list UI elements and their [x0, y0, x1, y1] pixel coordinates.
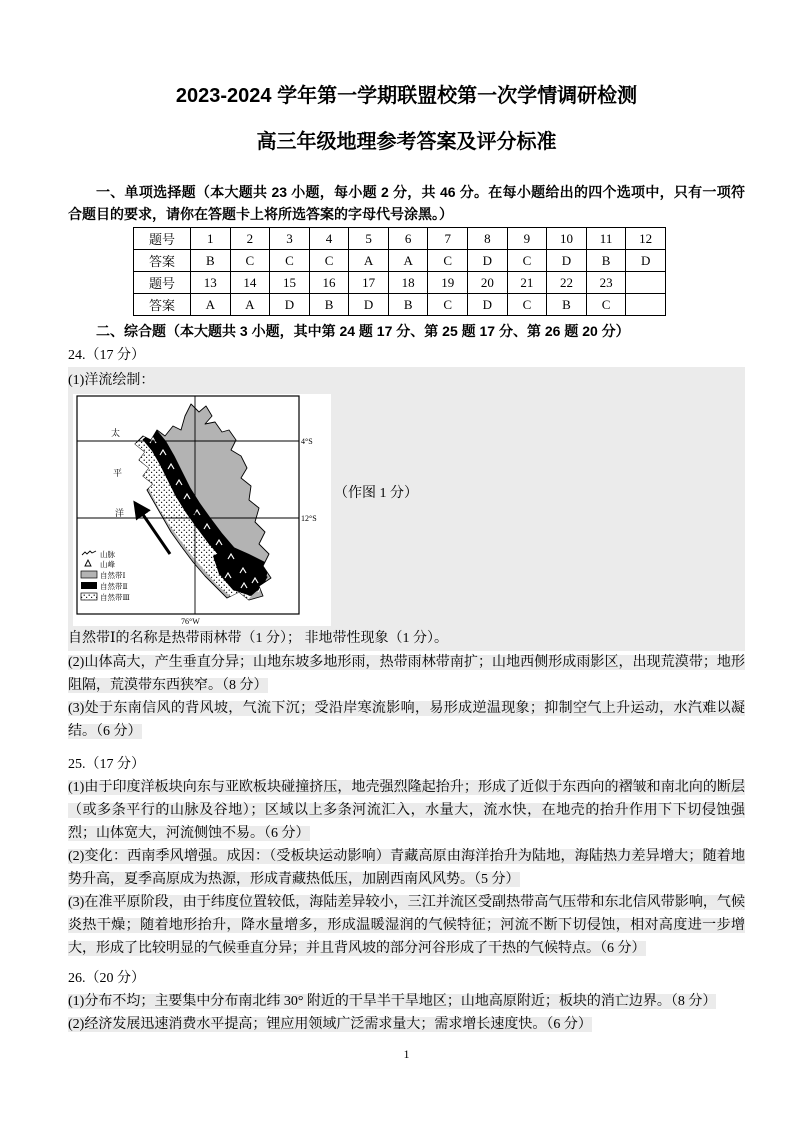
- answer-cell: B: [191, 250, 231, 272]
- answer-cell: 14: [230, 272, 270, 294]
- q24-part1-answer: 自然带Ⅰ的名称是热带雨林带（1 分）； 非地带性现象（1 分）。: [68, 631, 449, 646]
- answer-cell: 7: [428, 228, 468, 250]
- legend-label-belt3: 自然带Ⅲ: [100, 593, 130, 602]
- lon-label-76w: 76°W: [181, 617, 200, 626]
- q26-part2-text: (2)经济发展迅速消费水平提高；锂应用领域广泛需求量大；需求增长速度快。（6 分）: [68, 1017, 592, 1032]
- table-row: [134, 228, 666, 250]
- q24-part3-text: (3)处于东南信风的背风坡，气流下沉；受沿岸寒流影响，易形成逆温现象；抑制空气上升运动，水汽难以凝结。（6 分）: [68, 701, 745, 739]
- answer-cell: C: [309, 250, 349, 272]
- answer-cell: 13: [191, 272, 231, 294]
- answer-cell: B: [388, 294, 428, 316]
- row-header-cell: 题号: [134, 272, 191, 294]
- peru-map-figure: [73, 394, 331, 626]
- answer-table: [133, 227, 666, 316]
- table-row: [134, 272, 666, 294]
- answer-cell: D: [349, 294, 389, 316]
- answer-cell: 10: [547, 228, 587, 250]
- answer-cell: D: [468, 294, 508, 316]
- page-number: 1: [403, 1047, 410, 1061]
- answer-cell: B: [309, 294, 349, 316]
- answer-cell: 22: [547, 272, 587, 294]
- section2-heading: 二、综合题（本大题共 3 小题，其中第 24 题 17 分、第 25 题 17 分、第 26 题 20 分）: [96, 323, 630, 339]
- answer-cell: 8: [468, 228, 508, 250]
- legend-label-belt2: 自然带Ⅱ: [100, 582, 128, 591]
- belt2-symbol: [81, 582, 97, 589]
- answer-cell: D: [270, 294, 310, 316]
- answer-cell: C: [507, 294, 547, 316]
- mountain-range-symbol: [82, 551, 96, 555]
- row-header-cell: 答案: [134, 250, 191, 272]
- answer-table-body: [134, 228, 666, 316]
- answer-cell: C: [230, 250, 270, 272]
- drawing-score-note: （作图 1 分）: [334, 486, 418, 501]
- answer-cell: [626, 272, 666, 294]
- answer-cell: 15: [270, 272, 310, 294]
- answer-cell: 19: [428, 272, 468, 294]
- q26-part1-answer: [68, 990, 745, 1013]
- map-row: [68, 394, 745, 626]
- q24-part1-block: [68, 367, 745, 651]
- answer-cell: 4: [309, 228, 349, 250]
- question-26-number: 26.（20 分）: [68, 971, 145, 986]
- answer-cell: B: [586, 250, 626, 272]
- answer-cell: 20: [468, 272, 508, 294]
- lat-label-12s: 12°S: [301, 514, 317, 523]
- answer-cell: B: [547, 294, 587, 316]
- mountain-peak-symbol: [85, 560, 91, 566]
- q24-part3-answer: [68, 697, 745, 743]
- lat-label-4s: 4°S: [301, 437, 313, 446]
- answer-cell: 21: [507, 272, 547, 294]
- table-row: [134, 250, 666, 272]
- answer-cell: D: [626, 250, 666, 272]
- ocean-label-char1: 太: [111, 428, 121, 438]
- ocean-label-char3: 洋: [115, 508, 125, 518]
- q25-part1-answer: [68, 776, 745, 845]
- q25-part3-text: (3)在准平原阶段，由于纬度位置较低，海陆差异较小，三江并流区受副热带高气压带和东北信风带影响，气候炎热干燥；随着地形抬升，降水量增多，形成温暖湿润的气候特征；河流不断下切侵蚀，相对高度进一步增大，形成了比较明显的气候垂直分异；并且背风坡的部分河谷形成了干热的气候特点。（6 分）: [68, 895, 745, 956]
- q24-part1-label: (1)洋流绘制：: [68, 373, 155, 388]
- document-title-line1: 2023-2024 学年第一学期联盟校第一次学情调研检测: [175, 85, 638, 107]
- answer-cell: 23: [586, 272, 626, 294]
- q25-part2-answer: [68, 845, 745, 891]
- row-header-cell: 答案: [134, 294, 191, 316]
- answer-cell: C: [507, 250, 547, 272]
- map-legend: [81, 549, 130, 602]
- q24-part2-text: (2)山体高大，产生垂直分异；山地东坡多地形雨，热带雨林带南扩；山地西侧形成雨影区，出现荒漠带；地形阻隔，荒漠带东西狭窄。（8 分）: [68, 655, 745, 693]
- legend-label-shanfeng: 山峰: [100, 560, 115, 569]
- q25-part1-text: (1)由于印度洋板块向东与亚欧板块碰撞挤压，地壳强烈隆起抬升；形成了近似于东西向的褶皱和南北向的断层（或多条平行的山脉及谷地）；区域以上多条河流汇入，水量大，流水快，在地壳的抬升作用下下切侵蚀强烈；山体宽大，河流侧蚀不易。（6 分）: [68, 780, 745, 841]
- answer-cell: 18: [388, 272, 428, 294]
- belt1-symbol: [81, 571, 97, 578]
- answer-cell: C: [428, 294, 468, 316]
- q25-part2-text: (2)变化：西南季风增强。成因：（受板块运动影响）青藏高原由海洋抬升为陆地，海陆热力差异增大；随着地势升高，夏季高原成为热源，形成青藏热低压，加剧西南风风势。（5 分）: [68, 849, 745, 887]
- answer-cell: A: [349, 250, 389, 272]
- row-header-cell: 题号: [134, 228, 191, 250]
- question-24-number: 24.（17 分）: [68, 348, 145, 363]
- answer-cell: A: [230, 294, 270, 316]
- answer-cell: 9: [507, 228, 547, 250]
- answer-cell: C: [270, 250, 310, 272]
- ocean-label-char2: 平: [113, 468, 123, 478]
- answer-cell: A: [388, 250, 428, 272]
- answer-cell: 6: [388, 228, 428, 250]
- answer-cell: 5: [349, 228, 389, 250]
- question-25-number: 25.（17 分）: [68, 757, 145, 772]
- document-title-line2: 高三年级地理参考答案及评分标准: [256, 131, 557, 153]
- answer-cell: 2: [230, 228, 270, 250]
- legend-label-belt1: 自然带Ⅰ: [100, 571, 126, 580]
- answer-cell: 16: [309, 272, 349, 294]
- section1-heading: 一、单项选择题（本大题共 23 小题，每小题 2 分，共 46 分。在每小题给出的四个选项中，只有一项符合题目的要求，请你在答题卡上将所选答案的字母代号涂黑。）: [68, 184, 745, 222]
- answer-cell: C: [428, 250, 468, 272]
- legend-label-shanmai: 山脉: [100, 550, 115, 559]
- q26-part2-answer: [68, 1013, 745, 1036]
- q26-part1-text: (1)分布不均；主要集中分布南北纬 30° 附近的干旱半干旱地区；山地高原附近；板块的消亡边界。（8 分）: [68, 994, 717, 1009]
- answer-cell: [626, 294, 666, 316]
- answer-cell: 17: [349, 272, 389, 294]
- answer-cell: 12: [626, 228, 666, 250]
- belt3-symbol: [81, 593, 97, 600]
- q25-part3-answer: [68, 891, 745, 960]
- answer-cell: A: [191, 294, 231, 316]
- q24-part2-answer: [68, 651, 745, 697]
- page-content: [68, 0, 745, 1062]
- answer-cell: C: [586, 294, 626, 316]
- table-row: [134, 294, 666, 316]
- answer-cell: 11: [586, 228, 626, 250]
- answer-cell: D: [468, 250, 508, 272]
- peru-map-svg: [73, 394, 331, 626]
- answer-cell: 1: [191, 228, 231, 250]
- answer-cell: 3: [270, 228, 310, 250]
- answer-cell: D: [547, 250, 587, 272]
